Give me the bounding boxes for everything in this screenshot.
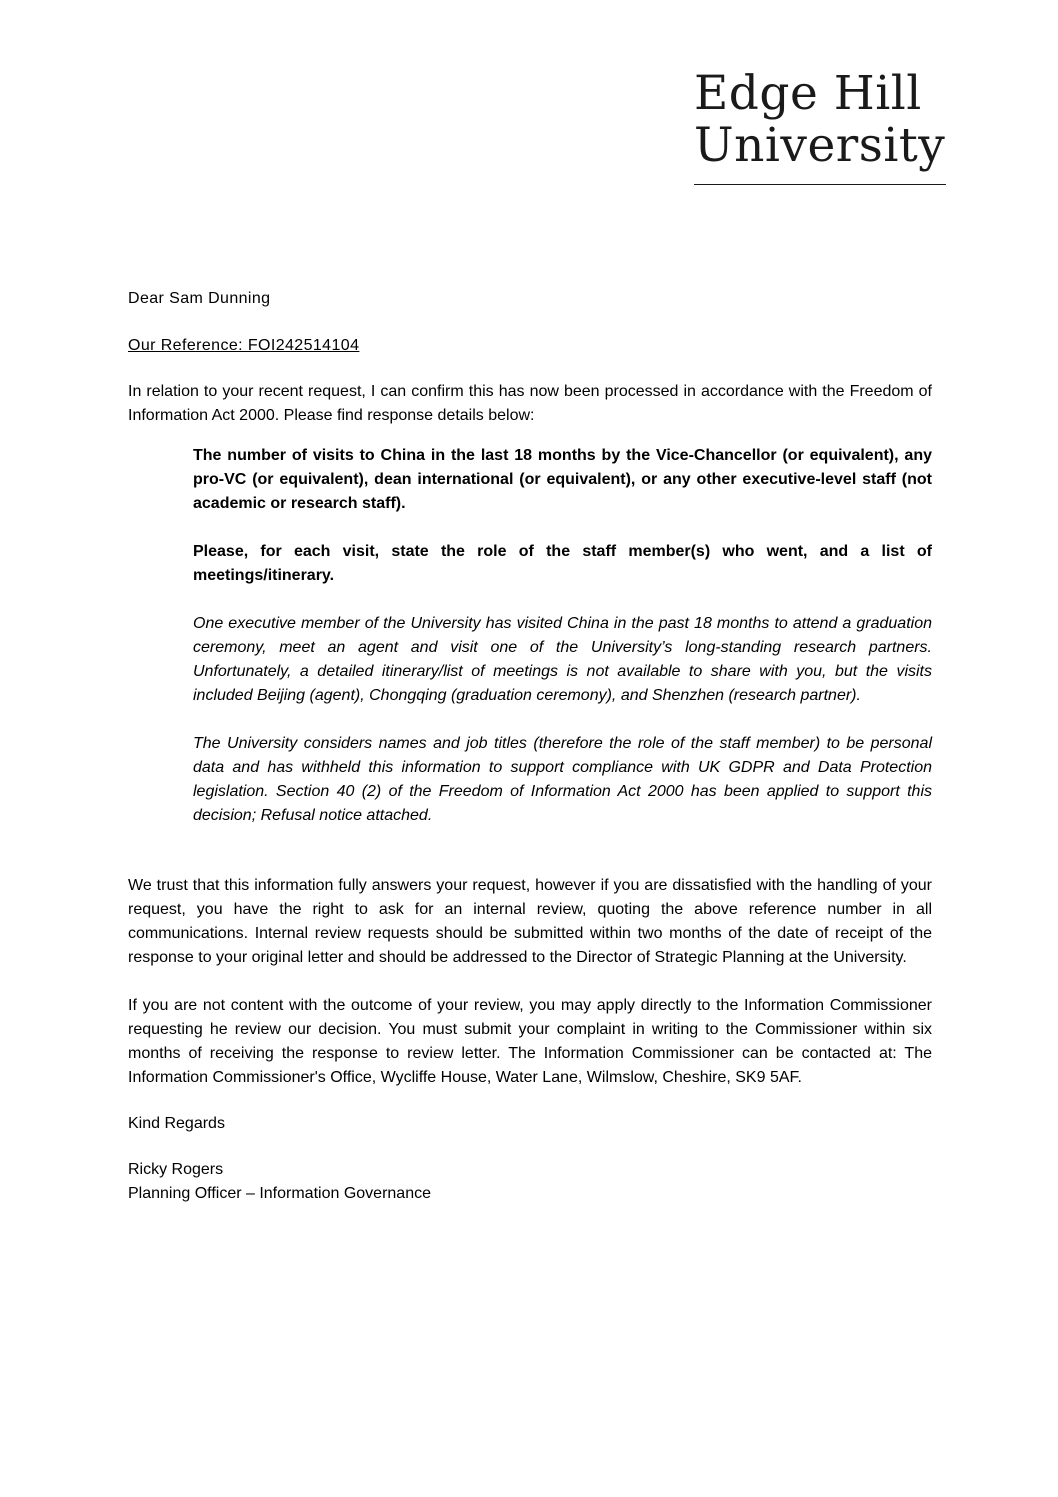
university-logo — [694, 68, 946, 185]
request-question-1: The number of visits to China in the last 18 months by the Vice-Chancellor (or equivalent), any pro-VC (or equivalent), dean international (or equivalent), or any other executive-level staff (not academic or research staff). — [193, 447, 932, 512]
signatory-name: Ricky Rogers — [128, 1161, 224, 1178]
intro-paragraph: In relation to your recent request, I can confirm this has now been processed in accordance with the Freedom of Information Act 2000. Please find response details below: — [128, 383, 932, 424]
request-question-2: Please, for each visit, state the role of the staff member(s) who went, and a list of meetings/itinerary. — [193, 543, 932, 584]
response-answer-2: The University considers names and job titles (therefore the role of the staff member) to be personal data and has withheld this information to support compliance with UK GDPR and Data Protection legislation. Section 40 (2) of the Freedom of Information Act 2000 has been applied to support this decision; Refusal notice attached. — [193, 735, 932, 824]
letter-body — [128, 287, 932, 1206]
signatory-title: Planning Officer – Information Governance — [128, 1185, 431, 1202]
reference-number: Our Reference: FOI242514104 — [128, 337, 360, 354]
commissioner-paragraph: If you are not content with the outcome of your review, you may apply directly to the Information Commissioner requesting he review our decision. You must submit your complaint in writing to the Commissioner within six months of receiving the response to review letter. The Information Commissioner can be contacted at: The Information Commissioner's Office, Wycliffe House, Water Lane, Wilmslow, Cheshire, SK9 5AF. — [128, 997, 932, 1086]
closing: Kind Regards — [128, 1115, 225, 1132]
response-details — [193, 444, 932, 828]
logo-underline — [694, 184, 946, 185]
logo-line-2: University — [694, 118, 946, 173]
response-answer-1: One executive member of the University has visited China in the past 18 months to attend a graduation ceremony, meet an agent and visit one of the University’s long-standing research partners. Unfortunately, a detailed itinerary/list of meetings is not available to share with you, but the visits included Beijing (agent), Chongqing (graduation ceremony), and Shenzhen (research partner). — [193, 615, 932, 704]
internal-review-paragraph: We trust that this information fully answers your request, however if you are dissatisfied with the handling of your request, you have the right to ask for an internal review, quoting the above reference number in all communications. Internal review requests should be submitted within two months of the date of receipt of the response to your original letter and should be addressed to the Director of Strategic Planning at the University. — [128, 877, 932, 966]
logo-line-1: Edge Hill — [694, 66, 922, 121]
salutation: Dear Sam Dunning — [128, 290, 271, 307]
signature-block — [128, 1158, 932, 1206]
